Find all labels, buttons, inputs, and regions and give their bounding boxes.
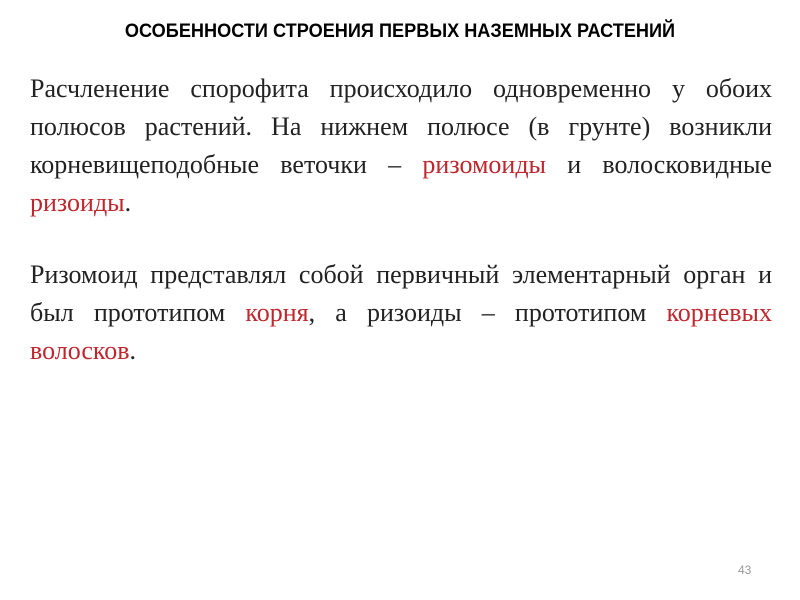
page-number: 43 (738, 563, 752, 577)
paragraph-text: Ризомоид представлял собой первичный элементарный орган и был прототипом (30, 260, 772, 327)
paragraph-sporophyte (30, 70, 772, 222)
paragraph-text: . (129, 336, 137, 365)
paragraph-text: , а ризоиды – прототипом (308, 298, 667, 327)
paragraph-rhizomoid (30, 256, 772, 370)
term-root: корня (245, 298, 309, 327)
slide-title: ОСОБЕННОСТИ СТРОЕНИЯ ПЕРВЫХ НАЗЕМНЫХ РАСТЕНИЙ (124, 20, 676, 42)
term-root-hairs: корневых волосков (30, 298, 772, 365)
term-rhizomoids: ризомоиды (422, 150, 547, 179)
paragraph-text: . (124, 188, 132, 217)
term-rhizoids: ризоиды (30, 188, 125, 217)
paragraph-text: Расчленение спорофита происходило одновременно у обоих полюсов растений. На нижнем полюсе (в грунте) возникли корневищеподобные веточки – (30, 74, 772, 179)
paragraph-text: и волосковидные (546, 150, 772, 179)
